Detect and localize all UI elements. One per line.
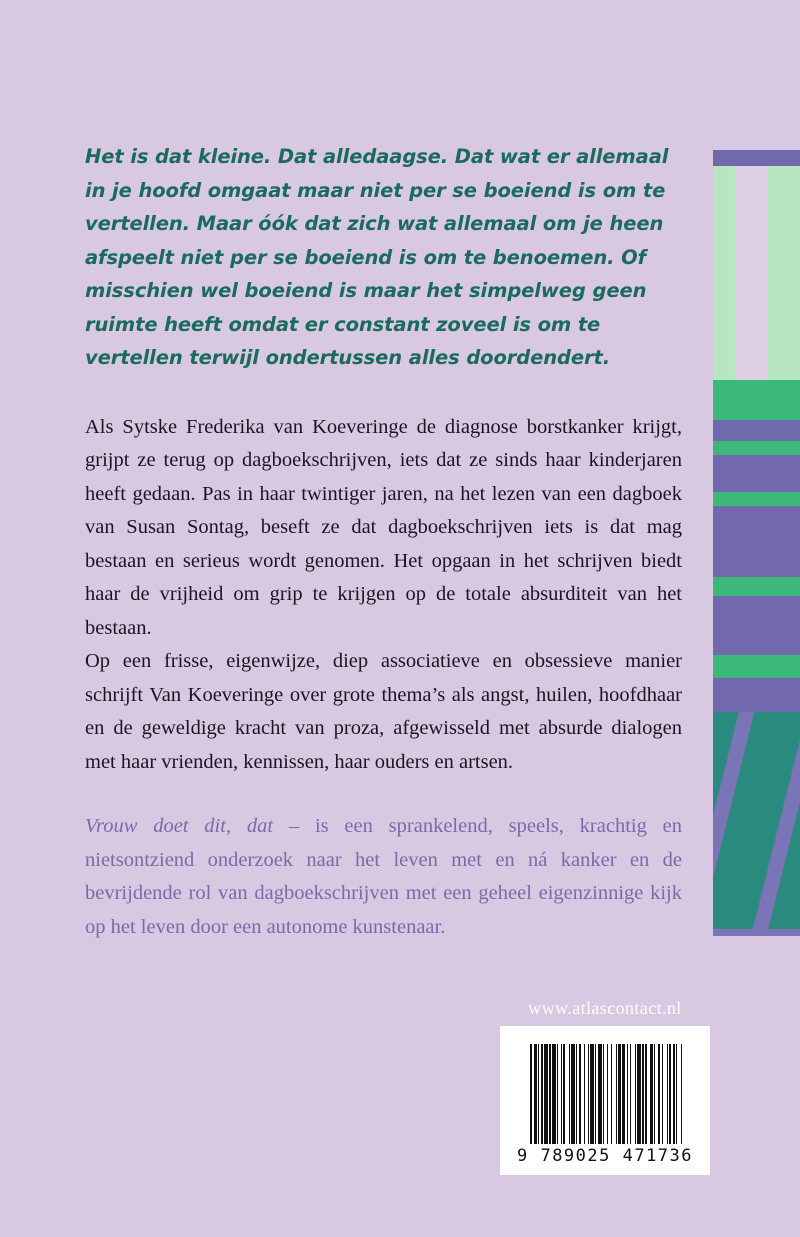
deco-vertical-green-band-2 (768, 166, 800, 380)
deco-purple-band-2 (713, 455, 800, 492)
deco-teal-bottom-edge (713, 929, 800, 936)
deco-purple-band-1 (713, 420, 800, 441)
barcode-number: 9 789025 471736 (516, 1146, 694, 1166)
deco-purple-bar-top (713, 150, 800, 166)
barcode-bars (530, 1044, 682, 1144)
deco-purple-band-3 (713, 506, 800, 577)
deco-purple-band-4 (713, 596, 800, 655)
body-paragraph-1: Als Sytske Frederika van Koeveringe de diagnose borstkanker krijgt, grijpt ze terug op dagboekschrijven, iets dat ze sinds haar kinderjaren heeft gedaan. Pas in haar twintiger jaren, na het lezen van een dagboek van Susan Sontag, beseft ze dat dagboekschrijven iets is dat mag bestaan en serieus wordt genomen. Het opgaan in het schrijven biedt haar de vrijheid om grip te krijgen op de totale absurditeit van het bestaan. (85, 415, 682, 639)
deco-vertical-green-band-1 (713, 166, 735, 380)
publisher-url[interactable]: www.atlascontact.nl (528, 998, 682, 1018)
closing-copy-text: – is een sprankelend, speels, krachtig en nietsontziend onderzoek naar het leven met en ná kanker en de bevrijdende rol van dagboekschrijven met een geheel eigenzinnige kijk op het leven door een autonome kunstenaar. (85, 815, 683, 938)
deco-green-band-4 (713, 577, 800, 596)
book-title-italic: Vrouw doet dit, dat (85, 815, 274, 837)
deco-green-band-1 (713, 380, 800, 420)
body-paragraph-2: Op een frisse, eigenwijze, diep associatieve en obsessieve manier schrijft Van Koeveringe over grote thema’s als angst, huilen, hoofdhaar en de geweldige kracht van proza, afgewisseld met absurde dialogen met haar vrienden, kennissen, haar ouders en artsen. (85, 650, 682, 773)
deco-green-band-3 (713, 492, 800, 506)
decorative-strip (713, 150, 800, 936)
barcode (500, 1026, 710, 1175)
closing-copy (85, 810, 682, 944)
body-copy (85, 411, 682, 780)
deco-green-band-5 (713, 655, 800, 678)
deco-purple-band-5 (713, 678, 800, 712)
deco-green-band-2 (713, 441, 800, 455)
pull-quote: Het is dat kleine. Dat alledaagse. Dat wat er allemaal in je hoofd omgaat maar niet per se boeiend is om te vertellen. Maar óók dat zich wat allemaal om je heen afspeelt niet per se boeiend is om te benoemen. Of misschien wel boeiend is maar het simpelweg geen ruimte heeft omdat er constant zoveel is om te vertellen terwijl ondertussen alles doordendert. (85, 145, 669, 369)
deco-diagonal-stripe-2 (751, 712, 800, 936)
deco-teal-diagonal-panel (713, 712, 800, 936)
back-cover-text-column (85, 140, 682, 944)
deco-vertical-band-group (713, 166, 800, 380)
